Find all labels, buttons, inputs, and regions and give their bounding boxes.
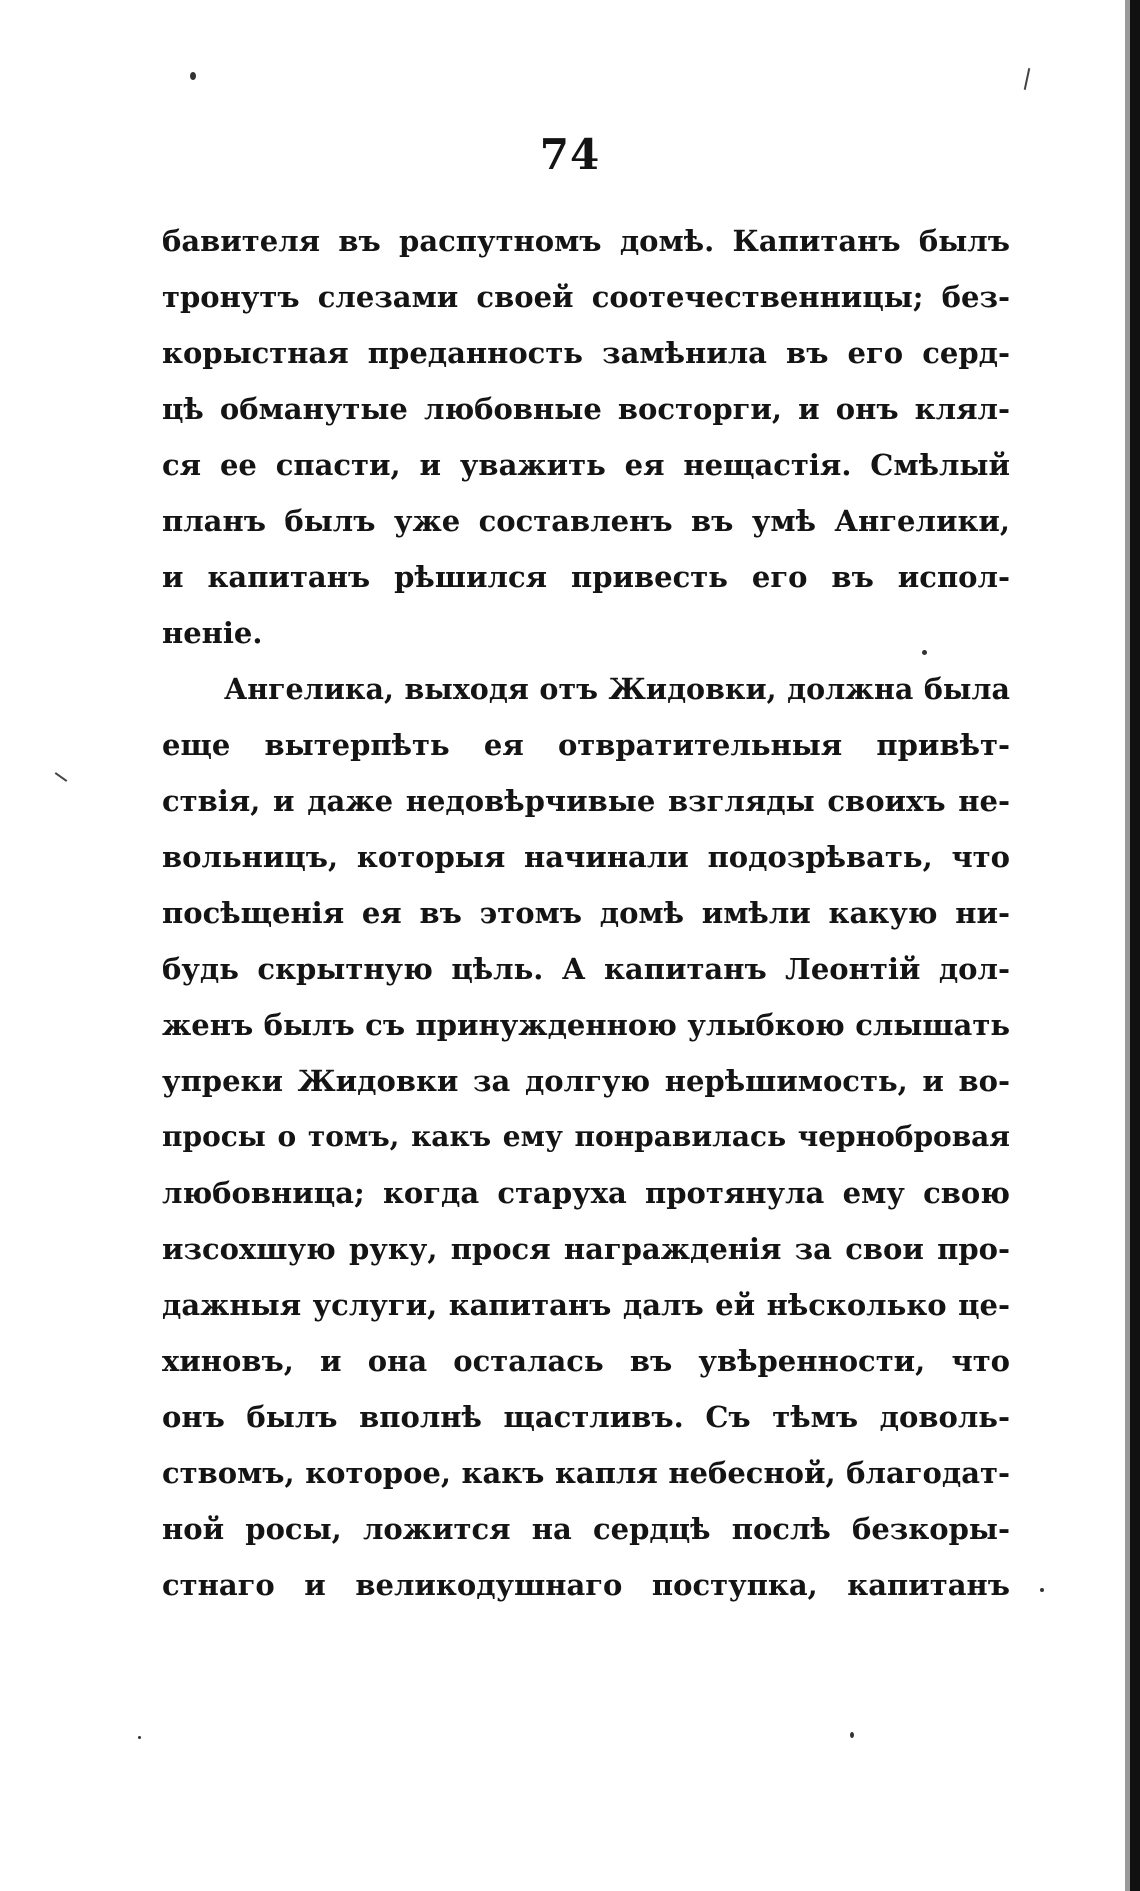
ink-speck bbox=[1040, 1588, 1044, 1592]
text-line: изсохшую руку, прося награжденія за свои про- bbox=[162, 1232, 1010, 1266]
text-line: упреки Жидовки за долгую нерѣшимость, и во- bbox=[162, 1064, 1010, 1098]
ink-speck bbox=[138, 1736, 141, 1739]
text-line: неніе. bbox=[162, 616, 263, 650]
text-line: планъ былъ уже составленъ въ умѣ Ангелики, bbox=[162, 504, 1010, 538]
text-line: ствія, и даже недовѣрчивые взгляды своихъ не- bbox=[162, 784, 1010, 818]
text-line: ствомъ, которое, какъ капля небесной, благодат- bbox=[162, 1456, 1010, 1490]
text-line: Ангелика, выходя отъ Жидовки, должна была bbox=[224, 672, 1010, 706]
text-line: ся ее спасти, и уважить ея нещастія. Смѣлый bbox=[162, 448, 1010, 482]
ink-speck bbox=[190, 72, 196, 80]
text-line: посѣщенія ея въ этомъ домѣ имѣли какую ни- bbox=[162, 896, 1010, 930]
text-line: хиновъ, и она осталась въ увѣренности, что bbox=[162, 1344, 1010, 1378]
text-line: вольницъ, которыя начинали подозрѣвать, что bbox=[162, 840, 1010, 874]
text-line: стнаго и великодушнаго поступка, капитанъ bbox=[162, 1568, 1010, 1602]
text-line: любовница; когда старуха протянула ему свою bbox=[162, 1176, 1010, 1210]
ink-mark bbox=[55, 772, 68, 782]
page-edge bbox=[1130, 0, 1140, 1891]
text-line: женъ былъ съ принужденною улыбкою слышать bbox=[162, 1008, 1010, 1042]
text-line: и капитанъ рѣшился привесть его въ испол- bbox=[162, 560, 1010, 594]
ink-speck bbox=[850, 1732, 854, 1738]
text-line: онъ былъ вполнѣ щастливъ. Съ тѣмъ доволь- bbox=[162, 1400, 1010, 1434]
text-line: еще вытерпѣть ея отвратительныя привѣт- bbox=[162, 728, 1010, 762]
page-number: 74 bbox=[539, 130, 601, 179]
text-line: будь скрытную цѣль. А капитанъ Леонтій дол- bbox=[162, 952, 1010, 986]
body-text bbox=[162, 213, 1010, 1613]
text-line: бавителя въ распутномъ домѣ. Капитанъ былъ bbox=[162, 224, 1010, 258]
text-line: дажныя услуги, капитанъ далъ ей нѣсколько це- bbox=[162, 1288, 1010, 1322]
text-line: тронутъ слезами своей соотечественницы; без- bbox=[162, 280, 1010, 314]
text-line: ной росы, ложится на сердцѣ послѣ безкоры- bbox=[162, 1512, 1010, 1546]
paragraph-2 bbox=[162, 661, 1010, 1613]
ink-mark bbox=[1024, 68, 1031, 90]
text-line: корыстная преданность замѣнила въ его серд- bbox=[162, 336, 1010, 370]
text-line: просы о томъ, какъ ему понравилась чернобровая bbox=[162, 1120, 1010, 1153]
paragraph-1 bbox=[162, 213, 1010, 661]
text-line: цѣ обманутые любовные восторги, и онъ клял- bbox=[162, 392, 1010, 426]
